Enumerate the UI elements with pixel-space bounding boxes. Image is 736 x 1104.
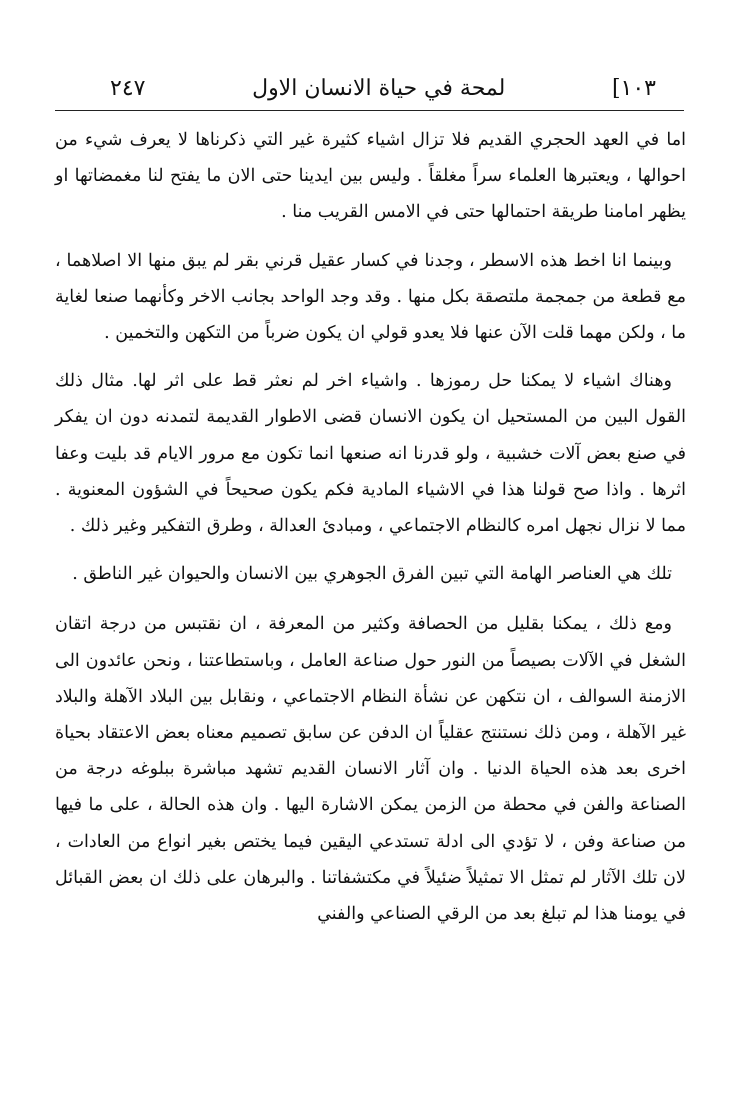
paragraph: اما في العهد الحجري القديم فلا تزال اشياء كثيرة غير التي ذكرناها لا يعرف شيء من احوالها ، ويعتبرها العلماء سراً مغلقاً . وليس بين ايدينا حتى الان ما يفتح لنا مغمضاتها او يظهر امامنا طريقة احتمالها حتى في الامس القريب منا .: [55, 130, 686, 223]
header-rule: [55, 110, 684, 111]
section-number: [١٠٣: [611, 75, 656, 101]
running-header: [110, 68, 656, 108]
page-number: ٢٤٧: [110, 75, 146, 101]
paragraph: وبينما انا اخط هذه الاسطر ، وجدنا في كسار عقيل قرني بقر لم يبق منها الا اصلاهما ، مع قطعة من جمجمة ملتصقة بكل منها . وقد وجد الواحد بجانب الاخر وكأنهما صنعا لغاية ما ، ولكن مهما قلت الآن عنها فلا يعدو قولي ان يكون ضرباً من التكهن والتخمين .: [55, 250, 686, 344]
body-text: [55, 122, 686, 944]
running-title: لمحة في حياة الانسان الاول: [252, 75, 506, 101]
paragraph: ومع ذلك ، يمكنا بقليل من الحصافة وكثير من المعرفة ، ان نقتبس من درجة اتقان الشغل في الآلات بصيصاً من النور حول صناعة العامل ، وباستطاعتنا ، ونحن عائدون الى الازمنة السوالف ، ان نتكهن عن نشأة النظام الاجتماعي ، ونقابل بين البلاد الآهلة والبلاد غير الآهلة ، ومن ذلك نستنتج عقلياً ان الدفن عن سابق تصميم معناه بعض الاعتقاد بحياة اخرى بعد هذه الحياة الدنيا . وان آثار الانسان القديم تشهد مباشرة ببلوغه درجة من الصناعة والفن في محطة من الزمن يمكن الاشارة اليها . وان هذه الحالة ، على ما فيها من صناعة وفن ، لا تؤدي الى ادلة تستدعي اليقين فيما يختص بغير انواع من العادات ، لان تلك الآثار لم تمثل الا تمثيلاً ضئيلاً في مكتشفاتنا . والبرهان على ذلك ان بعض القبائل في يومنا هذا لم تبلغ بعد من الرقي الصناعي والفني: [55, 614, 686, 925]
paragraph: وهناك اشياء لا يمكنا حل رموزها . واشياء اخر لم نعثر قط على اثر لها. مثال ذلك القول البين من المستحيل ان يكون الانسان قضى الاطوار القديمة لتمدنه دون ان يفكر في صنع بعض آلات خشبية ، ولو قدرنا انه صنعها انما تكون مع مرور الايام قد بليت وعفا اثرها . واذا صح قولنا هذا في الاشياء المادية فكم يكون صحيحاً في الشؤون المعنوية . مما لا نزال نجهل امره كالنظام الاجتماعي ، ومبادئ العدالة ، وطرق التفكير وغير ذلك .: [55, 371, 686, 537]
paragraph: تلك هي العناصر الهامة التي تبين الفرق الجوهري بين الانسان والحيوان غير الناطق .: [72, 564, 672, 585]
